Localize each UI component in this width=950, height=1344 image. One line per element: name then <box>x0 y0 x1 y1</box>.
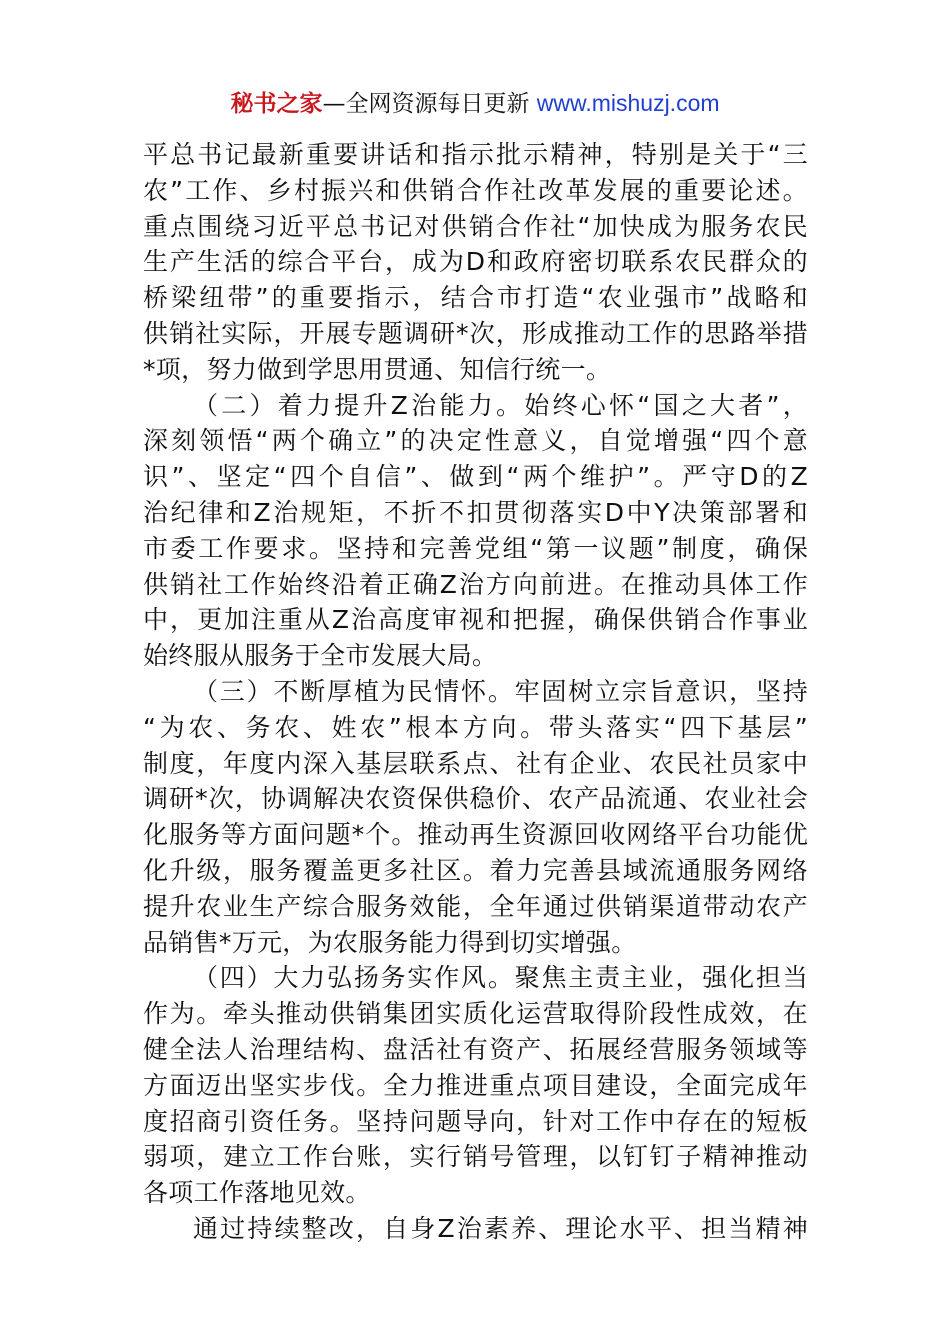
text-line: 中，更加注重从Z治高度审视和把握，确保供销合作事业 <box>143 605 808 635</box>
text-line: 弱项，建立工作台账，实行销号管理，以钉钉子精神推动 <box>143 1142 808 1172</box>
text-line: 化服务等方面问题*个。推动再生资源回收网络平台功能优 <box>143 820 808 850</box>
text-line: 始终服从服务于全市发展大局。 <box>143 641 498 671</box>
text-line: 调研*次，协调解决农资保供稳价、农产品流通、农业社会 <box>143 784 808 814</box>
brand-name: 秘书之家 <box>230 91 323 117</box>
site-url-link[interactable]: www.mishuzj.com <box>536 90 720 116</box>
text-line: 平总书记最新重要讲话和指示批示精神，特别是关于“三 <box>143 140 808 169</box>
site-header <box>0 88 950 119</box>
text-line: “为农、务农、姓农”根本方向。带头落实“四下基层” <box>143 712 808 742</box>
text-line: 方面迈出坚实步伐。全力推进重点项目建设，全面完成年 <box>143 1070 808 1100</box>
text-line: 健全法人治理结构、盘活社有资产、拓展经营服务领域等 <box>143 1034 808 1064</box>
text-line: 通过持续整改，自身Z治素养、理论水平、担当精神 <box>193 1213 808 1243</box>
text-line: 化升级，服务覆盖更多社区。着力完善县域流通服务网络 <box>143 855 808 885</box>
header-tagline: —全网资源每日更新 <box>322 91 537 117</box>
text-line: 作为。牵头推动供销集团实质化运营取得阶段性成效，在 <box>143 999 808 1029</box>
text-line: 各项工作落地见效。 <box>143 1178 371 1208</box>
text-line: *项，努力做到学思用贯通、知信行统一。 <box>143 354 612 384</box>
text-line: 深刻领悟“两个确立”的决定性意义，自觉增强“四个意 <box>143 426 808 456</box>
text-line: 重点围绕习近平总书记对供销合作社“加快成为服务农民 <box>143 211 808 241</box>
text-line: 提升农业生产综合服务效能，全年通过供销渠道带动农产 <box>143 891 808 921</box>
document-body <box>143 137 808 1247</box>
text-line: 识”、坚定“四个自信”、做到“两个维护”。严守D的Z <box>143 462 808 492</box>
text-line: （三）不断厚植为民情怀。牢固树立宗旨意识，坚持 <box>193 676 808 706</box>
text-line: 生产生活的综合平台，成为D和政府密切联系农民群众的 <box>143 247 808 277</box>
text-line: 度招商引资任务。坚持问题导向，针对工作中存在的短板 <box>143 1106 808 1136</box>
text-line: 农”工作、乡村振兴和供销合作社改革发展的重要论述。 <box>143 175 808 205</box>
text-line: （四）大力弘扬务实作风。聚焦主责主业，强化担当 <box>193 963 808 993</box>
text-line: 桥梁纽带”的重要指示，结合市打造“农业强市”战略和 <box>143 283 808 313</box>
text-line: 供销社实际，开展专题调研*次，形成推动工作的思路举措 <box>143 318 808 348</box>
text-line: 供销社工作始终沿着正确Z治方向前进。在推动具体工作 <box>143 569 808 599</box>
text-line: 治纪律和Z治规矩，不折不扣贯彻落实D中Y决策部署和 <box>143 497 808 527</box>
text-line: （二）着力提升Z治能力。始终心怀“国之大者”， <box>193 390 808 420</box>
text-line: 市委工作要求。坚持和完善党组“第一议题”制度，确保 <box>143 533 808 563</box>
text-line: 品销售*万元，为农服务能力得到切实增强。 <box>143 927 637 957</box>
text-line: 制度，年度内深入基层联系点、社有企业、农民社员家中 <box>143 748 808 778</box>
